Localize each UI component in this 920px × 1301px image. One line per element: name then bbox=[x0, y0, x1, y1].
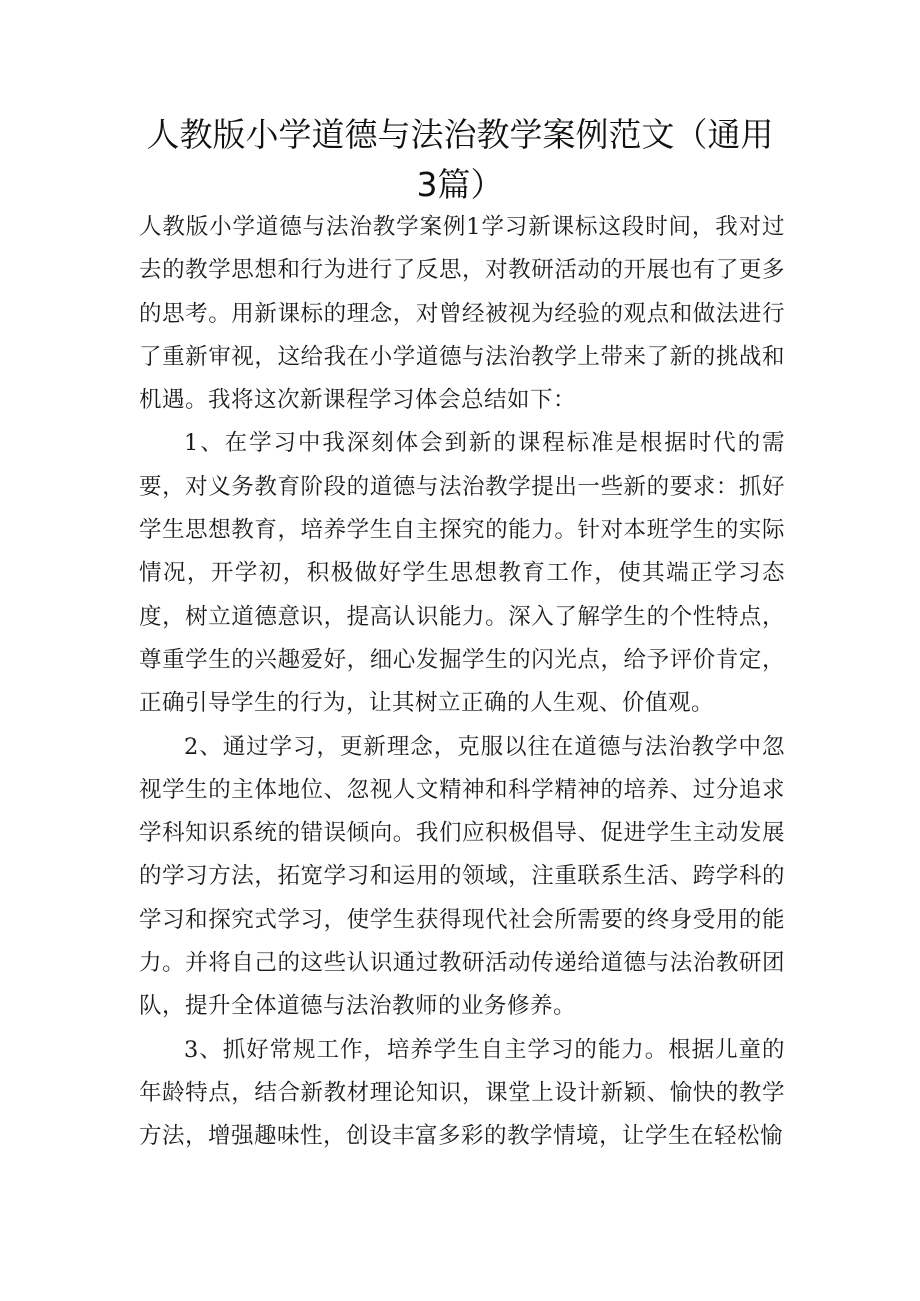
paragraph-point-1: 1、在学习中我深刻体会到新的课程标准是根据时代的需要，对义务教育阶段的道德与法治教学提出一些新的要求：抓好学生思想教育，培养学生自主探究的能力。针对本班学生的实际情况，开学初，积极做好学生思想教育工作，使其端正学习态度，树立道德意识，提高认识能力。深入了解学生的个性特点，尊重学生的兴趣爱好，细心发掘学生的闪光点，给予评价肯定，正确引导学生的行为，让其树立正确的人生观、价值观。 bbox=[139, 430, 785, 717]
paragraph-intro: 人教版小学道德与法治教学案例1学习新课标这段时间，我对过去的教学思想和行为进行了反思，对教研活动的开展也有了更多的思考。用新课标的理念，对曾经被视为经验的观点和做法进行了重新审视，这给我在小学道德与法治教学上带来了新的挑战和机遇。我将这次新课程学习体会总结如下： bbox=[139, 214, 785, 414]
title-line-2: 3篇） bbox=[416, 165, 504, 204]
title-line-1: 人教版小学道德与法治教学案例范文（通用 bbox=[146, 115, 774, 154]
paragraph-point-3: 3、抓好常规工作，培养学生自主学习的能力。根据儿童的年龄特点，结合新教材理论知识，课堂上设计新颖、愉快的教学方法，增强趣味性，创设丰富多彩的教学情境，让学生在轻松愉 bbox=[139, 1036, 785, 1150]
paragraph-point-2: 2、通过学习，更新理念，克服以往在道德与法治教学中忽视学生的主体地位、忽视人文精神和科学精神的培养、过分追求学科知识系统的错误倾向。我们应积极倡导、促进学生主动发展的学习方法，拓宽学习和运用的领域，注重联系生活、跨学科的学习和探究式学习，使学生获得现代社会所需要的终身受用的能力。并将自己的这些认识通过教研活动传递给道德与法治教研团队，提升全体道德与法治教师的业务修养。 bbox=[139, 733, 785, 1020]
document-title bbox=[120, 110, 800, 210]
document-body bbox=[139, 206, 785, 1159]
